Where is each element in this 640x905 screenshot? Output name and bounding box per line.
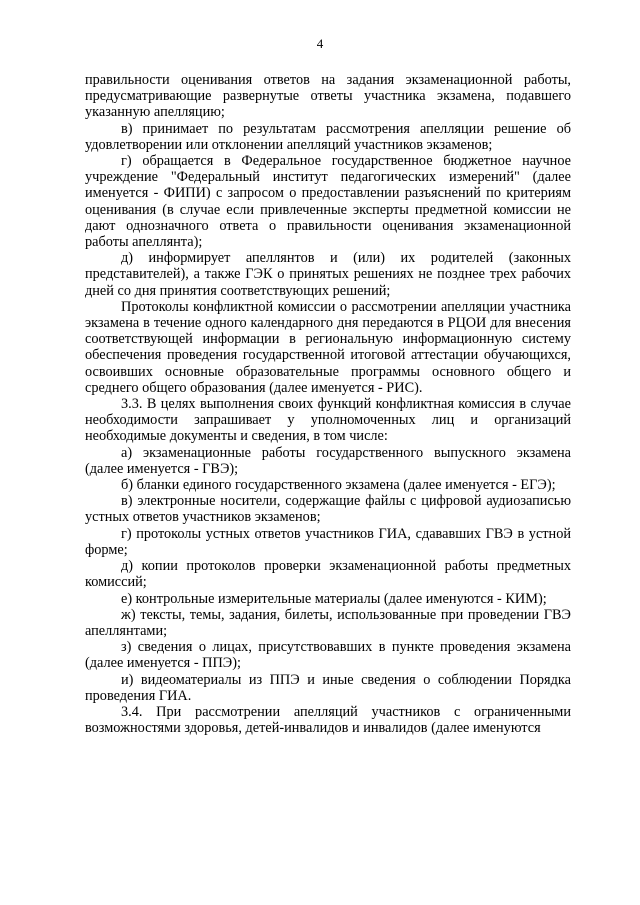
- paragraph-item-v-decision: в) принимает по результатам рассмотрения апелляции решение об удовлетворении или отклонении апелляций участников экзаменов;: [85, 120, 571, 153]
- list-item-d-protocol-copies: д) копии протоколов проверки экзаменационной работы предметных комиссий;: [85, 558, 571, 591]
- list-item-i-video: и) видеоматериалы из ППЭ и иные сведения о соблюдении Порядка проведения ГИА.: [85, 671, 571, 704]
- paragraph-section-3-4: 3.4. При рассмотрении апелляций участников с ограниченными возможностями здоровья, детей-инвалидов и инвалидов (далее именуются: [85, 703, 571, 737]
- paragraph-item-d-inform: д) информирует апеллянтов и (или) их родителей (законных представителей), а также ГЭК о принятых решениях не позднее трех рабочих дней со дня принятия соответствующих решений;: [85, 250, 571, 299]
- paragraph-protocols-ris: Протоколы конфликтной комиссии о рассмотрении апелляции участника экзамена в течение одного календарного дня передаются в РЦОИ для внесения соответствующей информации в региональную информационную систему обеспечения проведения государственной итоговой аттестации обучающихся, освоивших основные образовательные программы основного общего и среднего общего образования (далее именуется - РИС).: [85, 298, 571, 396]
- list-item-zh-texts: ж) тексты, темы, задания, билеты, использованные при проведении ГВЭ апеллянтами;: [85, 606, 571, 639]
- document-body: [85, 72, 571, 736]
- list-item-z-ppe-persons: з) сведения о лицах, присутствовавших в пункте проведения экзамена (далее именуется - ППЭ);: [85, 639, 571, 672]
- paragraph-section-3-3: 3.3. В целях выполнения своих функций конфликтная комиссия в случае необходимости запрашивает у уполномоченных лиц и организаций необходимые документы и сведения, в том числе:: [85, 396, 571, 445]
- list-item-e-kim: е) контрольные измерительные материалы (далее именуются - КИМ);: [121, 590, 547, 607]
- list-item-v-media: в) электронные носители, содержащие файлы с цифровой аудиозаписью устных ответов участников экзаменов;: [85, 493, 571, 526]
- list-item-b-ege: б) бланки единого государственного экзамена (далее именуется - ЕГЭ);: [121, 477, 556, 494]
- paragraph-item-g-fipi-request: г) обращается в Федеральное государственное бюджетное научное учреждение "Федеральный институт педагогических измерений" (далее именуется - ФИПИ) с запросом о предоставлении разъяснений по критериям оценивания (в случае если привлеченные эксперты предметной комиссии не дают однозначного ответа о правильности оценивания экзаменационной работы апеллянта);: [85, 153, 571, 251]
- list-item-g-oral-protocols: г) протоколы устных ответов участников ГИА, сдававших ГВЭ в устной форме;: [85, 525, 571, 558]
- list-item-a-gve: а) экзаменационные работы государственного выпускного экзамена (далее именуется - ГВЭ);: [85, 444, 571, 477]
- paragraph-appeal-continuation: правильности оценивания ответов на задания экзаменационной работы, предусматривающие развернутые ответы участника экзамена, подавшего указанную апелляцию;: [85, 72, 571, 121]
- page-number: 4: [316, 36, 324, 51]
